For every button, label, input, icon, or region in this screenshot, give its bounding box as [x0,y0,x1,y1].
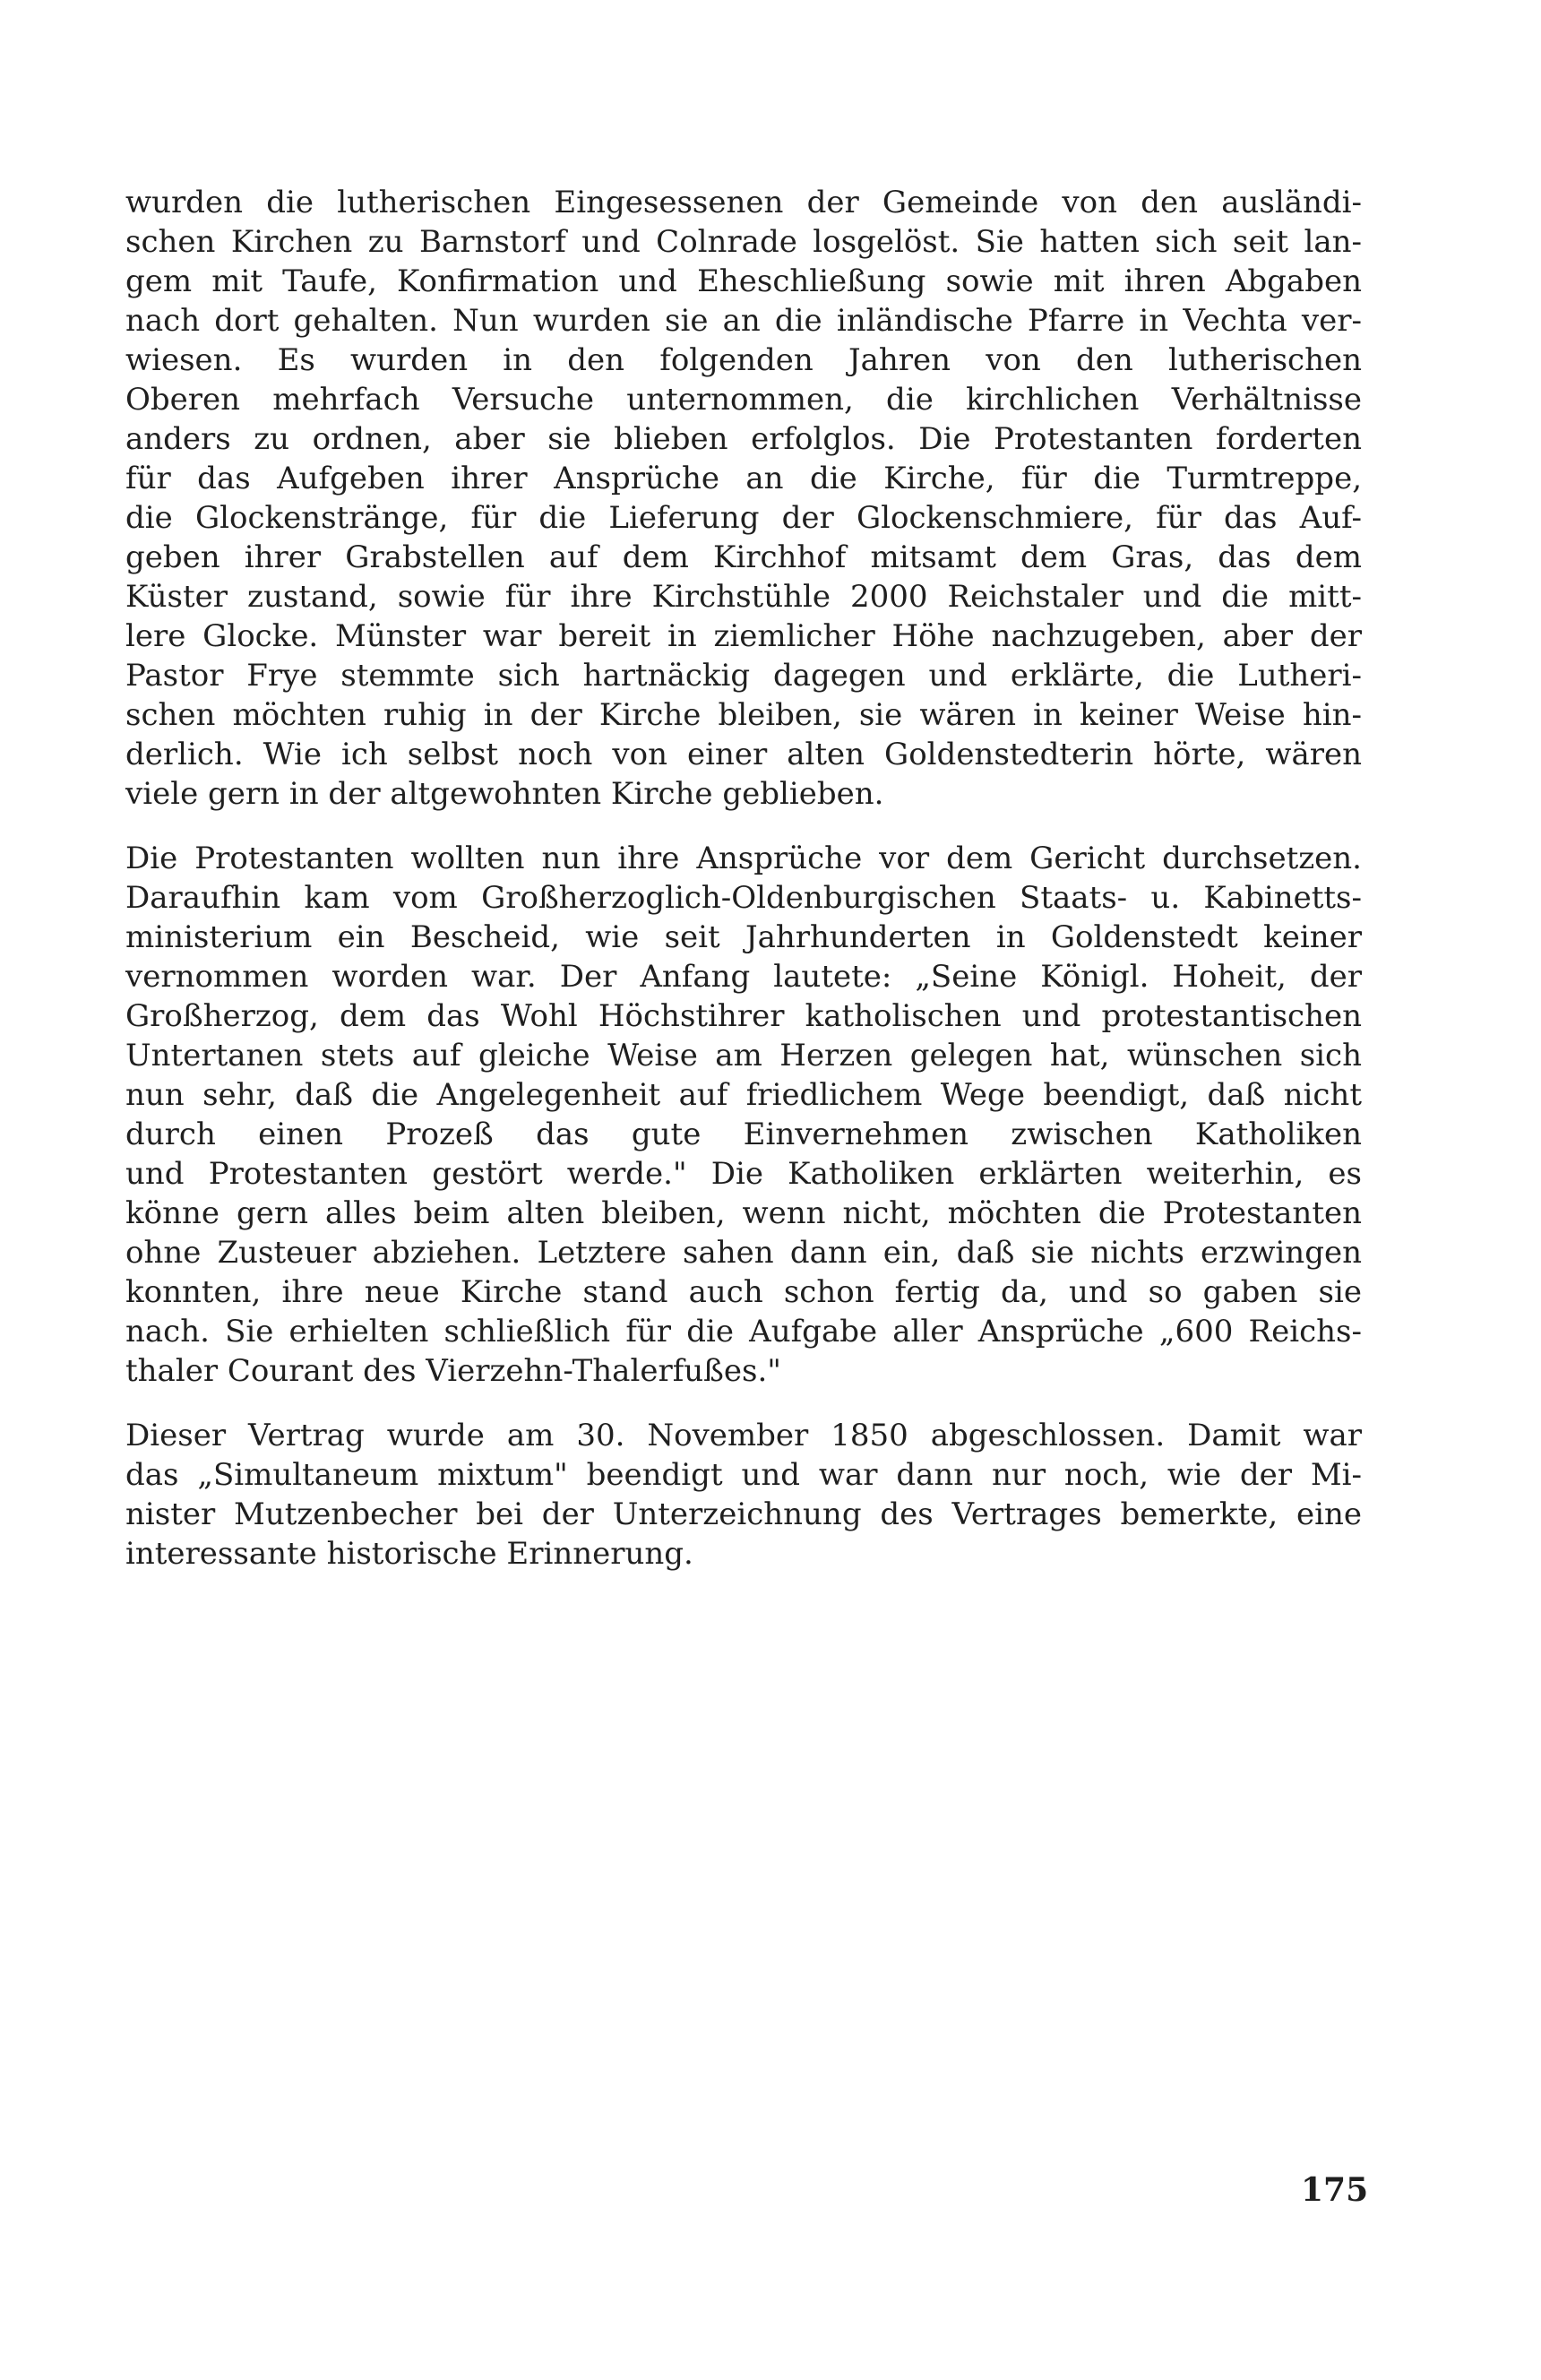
text-line: Oberen mehrfach Versuche unternommen, die kirchlichen Verhältnisse [125,382,1362,418]
text-line: Küster zustand, sowie für ihre Kirchstühle 2000 Reichstaler und die mitt- [125,579,1362,615]
body-text [125,183,1362,1599]
text-line: die Glockenstränge, für die Lieferung der Glockenschmiere, für das Auf- [125,500,1362,536]
text-line: nach dort gehalten. Nun wurden sie an die inländische Pfarre in Vechta ver- [125,303,1362,339]
paragraph-3 [125,1416,1362,1574]
text-line: thaler Courant des Vierzehn-Thalerfußes." [125,1353,781,1389]
text-line: und Protestanten gestört werde." Die Katholiken erklärten weiterhin, es [125,1156,1362,1192]
text-line: anders zu ordnen, aber sie blieben erfolglos. Die Protestanten forderten [125,421,1362,457]
text-line: für das Aufgeben ihrer Ansprüche an die Kirche, für die Turmtreppe, [125,461,1362,496]
text-line: Daraufhin kam vom Großherzoglich-Oldenburgischen Staats- u. Kabinetts- [125,880,1362,916]
text-line: durch einen Prozeß das gute Einvernehmen zwischen Katholiken [125,1117,1362,1152]
text-line: schen Kirchen zu Barnstorf und Colnrade losgelöst. Sie hatten sich seit lan- [125,224,1362,260]
text-line: ohne Zusteuer abziehen. Letztere sahen dann ein, daß sie nichts erzwingen [125,1235,1362,1271]
text-line: Dieser Vertrag wurde am 30. November 1850 abgeschlossen. Damit war [125,1418,1362,1453]
text-line: Großherzog, dem das Wohl Höchstihrer katholischen und protestantischen [125,998,1362,1034]
paragraph-1 [125,183,1362,814]
text-line: nach. Sie erhielten schließlich für die Aufgabe aller Ansprüche „600 Reichs- [125,1314,1362,1350]
text-line: konnten, ihre neue Kirche stand auch schon fertig da, und so gaben sie [125,1274,1362,1310]
text-line: geben ihrer Grabstellen auf dem Kirchhof mitsamt dem Gras, das dem [125,539,1362,575]
text-line: wiesen. Es wurden in den folgenden Jahren von den lutherischen [125,342,1362,378]
text-line: gem mit Taufe, Konfirmation und Eheschließung sowie mit ihren Abgaben [125,263,1362,299]
text-line: Pastor Frye stemmte sich hartnäckig dagegen und erklärte, die Lutheri- [125,658,1362,694]
text-line: Untertanen stets auf gleiche Weise am Herzen gelegen hat, wünschen sich [125,1038,1362,1074]
text-line: derlich. Wie ich selbst noch von einer alten Goldenstedterin hörte, wären [125,737,1362,772]
text-line: schen möchten ruhig in der Kirche bleiben, sie wären in keiner Weise hin- [125,697,1362,733]
text-line: Die Protestanten wollten nun ihre Ansprüche vor dem Gericht durchsetzen. [125,841,1362,876]
text-line: das „Simultaneum mixtum" beendigt und war dann nur noch, wie der Mi- [125,1457,1362,1493]
text-line: nun sehr, daß die Angelegenheit auf friedlichem Wege beendigt, daß nicht [125,1077,1362,1113]
text-line: ministerium ein Bescheid, wie seit Jahrhunderten in Goldenstedt keiner [125,919,1362,955]
text-line: nister Mutzenbecher bei der Unterzeichnung des Vertrages bemerkte, eine [125,1496,1362,1532]
text-line: interessante historische Erinnerung. [125,1536,693,1572]
text-line: könne gern alles beim alten bleiben, wenn nicht, möchten die Protestanten [125,1195,1362,1231]
text-line: lere Glocke. Münster war bereit in ziemlicher Höhe nachzugeben, aber der [125,618,1362,654]
text-line: vernommen worden war. Der Anfang lautete: „Seine Königl. Hoheit, der [125,959,1362,995]
page-number: 175 [1301,2171,1369,2209]
text-line: viele gern in der altgewohnten Kirche geblieben. [125,776,884,812]
paragraph-2 [125,839,1362,1391]
text-line: wurden die lutherischen Eingesessenen der Gemeinde von den ausländi- [125,185,1362,220]
